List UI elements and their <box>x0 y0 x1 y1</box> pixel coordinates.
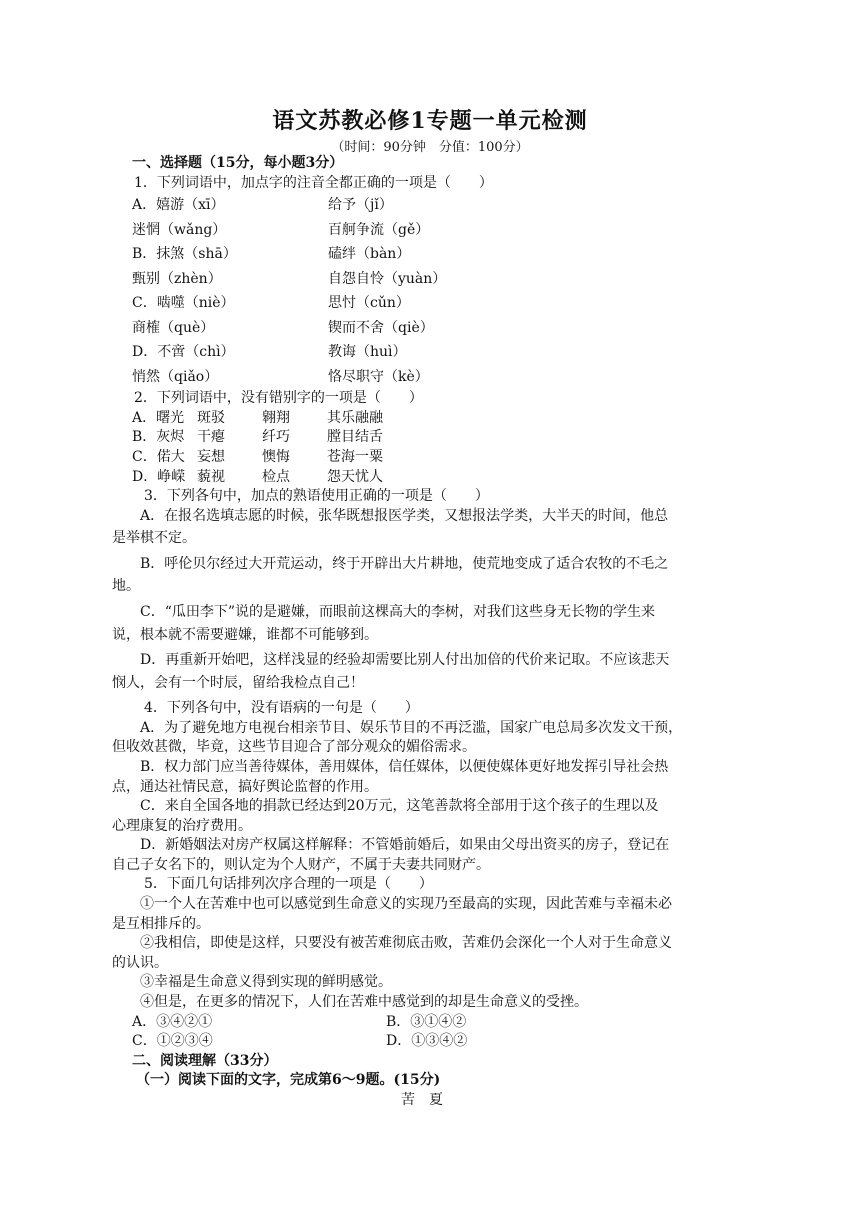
option-line: B．呼伦贝尔经过大开荒运动，终于开辟出大片耕地，使荒地变成了适合农牧的不毛之 <box>140 555 669 572</box>
option-text: D．①③④② <box>386 1033 468 1050</box>
word: D．峥嵘 <box>132 468 186 485</box>
option-line: 但收效甚微，毕竟，这些节目迎合了部分观众的媚俗需求。 <box>112 739 476 756</box>
question-1-options <box>132 193 732 389</box>
option-text: 悄然（qiǎo） <box>132 368 219 385</box>
option-line: C．“瓜田李下”说的是避嫌，而眼前这棵高大的李树，对我们这些身无长物的学生来 <box>140 603 656 620</box>
option-text: A．③④②① <box>132 1013 213 1030</box>
option-text: 磕绊（bàn） <box>328 246 411 263</box>
option-text: 思忖（cǔn） <box>328 295 410 312</box>
word: 怨天忧人 <box>327 468 383 485</box>
option-text: 甄别（zhèn） <box>132 270 222 287</box>
option-text: D．不啻（chì） <box>132 344 235 361</box>
word: 苍海一粟 <box>327 448 383 465</box>
sentence-line: 是互相排斥的。 <box>112 915 210 932</box>
option-text: C．啮噬（niè） <box>132 295 235 312</box>
option-line: 地。 <box>112 578 140 595</box>
option-line: C．来自全国各地的捐款已经达到20万元，这笔善款将全部用于这个孩子的生理以及 <box>140 798 659 815</box>
reading-heading: （一）阅读下面的文字，完成第6～9题。(15分) <box>136 1072 441 1089</box>
option-line: A．在报名选填志愿的时候，张华既想报医学类，又想报法学类，大半天的时间，他总 <box>140 507 669 524</box>
page-title: 语文苏教必修1专题一单元检测 <box>272 108 588 134</box>
option-line: 说，根本就不需要避嫌，谁都不可能够到。 <box>112 626 378 643</box>
option-text: B．③①④② <box>386 1013 467 1030</box>
question-4-stem: 4．下列各句中，没有语病的一句是（ ） <box>144 700 419 717</box>
option-text: 恪尽职守（kè） <box>328 368 429 385</box>
word: C．偌大 <box>132 448 185 465</box>
section-heading: 一、选择题（15分，每小题3分） <box>132 155 344 171</box>
exam-info: （时间：90分钟 分值：100分） <box>331 140 529 155</box>
option-line: 自己子女名下的，则认定为个人财产，不属于夫妻共同财产。 <box>112 856 490 873</box>
option-text: 教诲（huì） <box>328 344 407 361</box>
word: 妄想 <box>197 448 225 465</box>
sentence-line: ②我相信，即使是这样，只要没有被苦难彻底击败，苦难仍会深化一个人对于生命意义 <box>140 935 672 952</box>
option-text: 锲而不舍（qiè） <box>328 319 434 336</box>
word: A．曙光 <box>132 409 185 426</box>
sentence-line: ①一个人在苦难中也可以感觉到生命意义的实现乃至最高的实现，因此苦难与幸福未必 <box>140 896 672 913</box>
option-text: 商榷（què） <box>132 319 215 336</box>
question-3-stem: 3．下列各句中，加点的熟语使用正确的一项是（ ） <box>144 488 489 505</box>
option-text: 百舸争流（gě） <box>328 221 430 238</box>
word: 藐视 <box>197 468 225 485</box>
option-line: B．权力部门应当善待媒体，善用媒体，信任媒体，以便使媒体更好地发挥引导社会热 <box>140 758 669 775</box>
question-2-stem: 2．下列词语中，没有错别字的一项是（ ） <box>134 390 423 407</box>
word: 检点 <box>262 468 290 485</box>
question-3-options <box>112 507 736 695</box>
question-1-stem: 1．下列词语中，加点字的注音全都正确的一项是（ ） <box>134 174 493 191</box>
option-text: A．嬉游（xī） <box>132 197 225 214</box>
article-title: 苦 夏 <box>401 1092 443 1108</box>
question-4-options <box>112 719 736 876</box>
option-line: 心理康复的治疗费用。 <box>112 817 252 834</box>
option-text: 给予（jǐ） <box>328 197 393 214</box>
option-text: 迷惘（wǎng） <box>132 221 227 238</box>
question-5-options <box>132 1013 732 1052</box>
word: 其乐融融 <box>327 409 383 426</box>
section-heading: 二、阅读理解（33分） <box>132 1052 278 1069</box>
option-text: B．抹煞（shā） <box>132 246 237 263</box>
word: 懊悔 <box>262 448 290 465</box>
option-line: 点，通达社情民意，搞好舆论监督的作用。 <box>112 778 378 795</box>
option-text: C．①②③④ <box>132 1033 213 1050</box>
option-line: 悯人，会有一个时辰，留给我检点自己！ <box>112 674 364 691</box>
question-2-options <box>132 409 732 487</box>
question-5-stem: 5．下面几句话排列次序合理的一项是（ ） <box>144 876 433 893</box>
option-text: 自怨自怜（yuàn） <box>328 270 447 287</box>
word: 翱翔 <box>262 409 290 426</box>
exam-body <box>112 154 732 1111</box>
sentence-line: ④但是，在更多的情况下，人们在苦难中感觉到的却是生命意义的受挫。 <box>140 994 588 1011</box>
word: 斑驳 <box>197 409 225 426</box>
option-line: D．新婚姻法对房产权属这样解释：不管婚前婚后，如果由父母出资买的房子，登记在 <box>140 837 670 854</box>
word: B．灰烬 <box>132 429 185 446</box>
question-5-sentences <box>112 895 736 1013</box>
option-line: D．再重新开始吧，这样浅显的经验却需要比别人付出加倍的代价来记取。不应该悲天 <box>140 652 670 669</box>
sentence-line: 的认识。 <box>112 954 168 971</box>
option-line: A．为了避免地方电视台相亲节目、娱乐节目的不再泛滥，国家广电总局多次发文干预， <box>140 719 683 736</box>
sentence-line: ③幸福是生命意义得到实现的鲜明感觉。 <box>140 974 392 991</box>
word: 膛目结舌 <box>327 429 383 446</box>
option-line: 是举棋不定。 <box>112 530 196 547</box>
word: 纤巧 <box>262 429 290 446</box>
word: 干瘪 <box>197 429 225 446</box>
